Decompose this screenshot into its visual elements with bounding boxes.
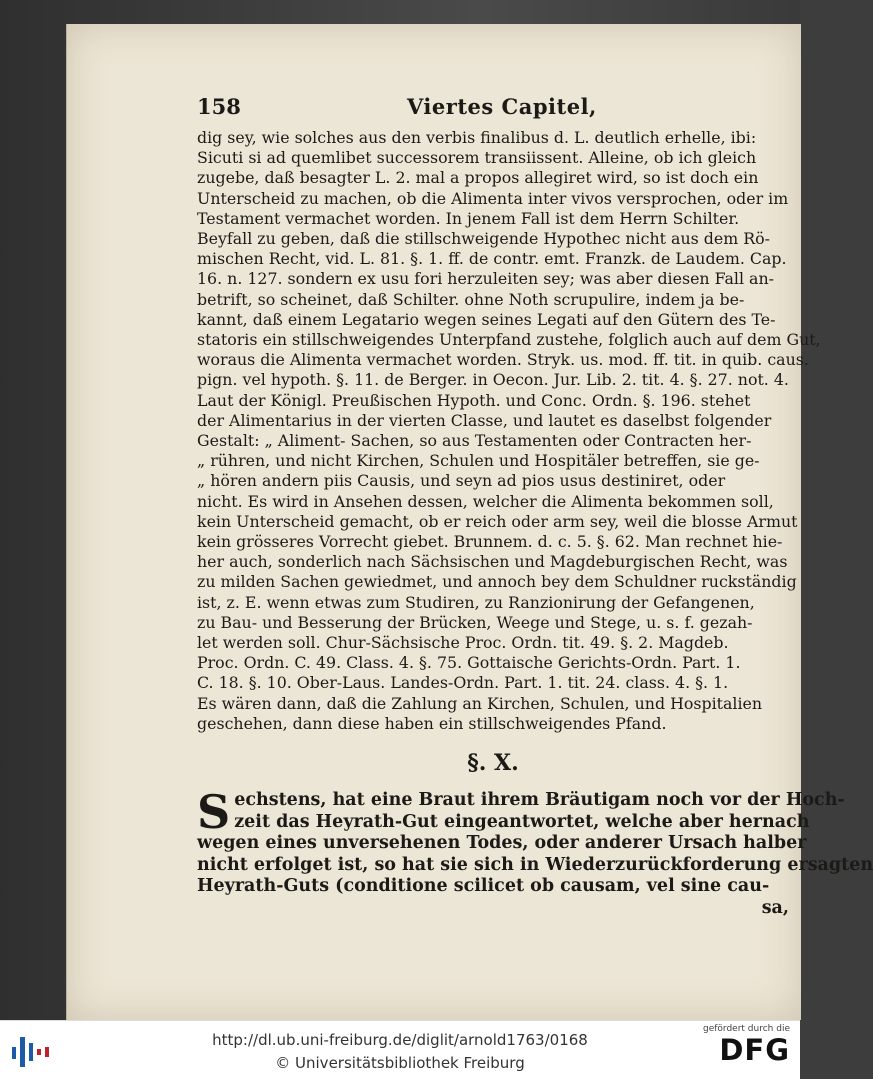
text-line: Beyfall zu geben, daß die stillschweigende Hypothec nicht aus dem Rö-	[197, 229, 770, 249]
text-line: nicht. Es wird in Ansehen dessen, welcher die Alimenta bekommen soll,	[197, 491, 774, 511]
section-heading: §. X.	[467, 750, 519, 777]
text-line: Laut der Königl. Preußischen Hypoth. und Conc. Ordn. §. 196. stehet	[197, 390, 751, 410]
text-line: mischen Recht, vid. L. 81. §. 1. ff. de contr. emt. Franzk. de Laudem. Cap.	[197, 249, 787, 269]
text-line: betrift, so scheinet, daß Schilter. ohne Noth scrupulire, indem ja be-	[197, 289, 745, 309]
section-text-line: Heyrath-Guts (conditione scilicet ob causam, vel sine cau-	[197, 876, 770, 897]
text-line: zugebe, daß besagter L. 2. mal a propos allegiret wird, so ist doch ein	[197, 168, 759, 188]
section-text-line: sa,	[761, 898, 789, 919]
text-line: kein Unterscheid gemacht, ob er reich oder arm sey, weil die blosse Armut	[197, 511, 798, 531]
text-line: her auch, sonderlich nach Sächsischen und Magdeburgischen Recht, was	[197, 552, 788, 572]
text-line: let werden soll. Chur-Sächsische Proc. Ordn. tit. 49. §. 2. Magdeb.	[197, 633, 729, 653]
funding-note: gefördert durch die	[703, 1024, 790, 1034]
text-line: geschehen, dann diese haben ein stillschweigendes Pfand.	[197, 713, 667, 733]
text-line: „ hören andern piis Causis, und seyn ad pios usus destiniret, oder	[197, 471, 726, 491]
text-line: Unterscheid zu machen, ob die Alimenta inter vivos versprochen, oder im	[197, 188, 789, 208]
section-text-line: nicht erfolget ist, so hat sie sich in Wiederzurückforderung ersagten	[197, 854, 873, 875]
text-line: der Alimentarius in der vierten Classe, und lautet es daselbst folgender	[197, 410, 772, 430]
text-line: kannt, daß einem Legatario wegen seines Legati auf den Gütern des Te-	[197, 309, 776, 329]
permalink-url[interactable]: http://dl.ub.uni-freiburg.de/diglit/arnold1763/0168	[212, 1031, 588, 1049]
text-line: Sicuti si ad quemlibet successorem transiissent. Alleine, ob ich gleich	[197, 148, 757, 168]
copyright-text: © Universitätsbibliothek Freiburg	[275, 1054, 525, 1072]
text-line: Gestalt: „ Aliment- Sachen, so aus Testamenten oder Contracten her-	[197, 431, 752, 451]
page-header	[197, 94, 789, 128]
print-area	[197, 94, 873, 920]
dfg-logo: DFG	[719, 1033, 790, 1067]
dfg-block[interactable]	[700, 1024, 790, 1076]
text-line: ist, z. E. wenn etwas zum Studiren, zu Ranzionirung der Gefangenen,	[197, 592, 755, 612]
scanned-page	[66, 24, 873, 1020]
text-line: kein grösseres Vorrecht giebet. Brunnem. d. c. 5. §. 62. Man rechnet hie-	[197, 532, 783, 552]
footer-bar	[0, 1020, 800, 1079]
text-line: 16. n. 127. sondern ex usu fori herzuleiten sey; was aber diesen Fall an-	[197, 269, 774, 289]
section-text-line: echstens, hat eine Braut ihrem Bräutigam noch vor der Hoch-	[234, 790, 845, 811]
section-text	[197, 785, 873, 920]
section-text-line: zeit das Heyrath-Gut eingeantwortet, welche aber hernach	[234, 811, 810, 832]
text-line: Testament vermachet worden. In jenem Fall ist dem Herrn Schilter.	[197, 208, 740, 228]
running-head: Viertes Capitel,	[407, 94, 597, 119]
text-line: zu Bau- und Besserung der Brücken, Weege und Stege, u. s. f. gezah-	[197, 612, 753, 632]
drop-initial: S	[197, 785, 231, 840]
text-line: „ rühren, und nicht Kirchen, Schulen und Hospitäler betreffen, sie ge-	[197, 451, 760, 471]
text-line: woraus die Alimenta vermachet worden. Stryk. us. mod. ff. tit. in quib. caus.	[197, 350, 809, 370]
text-line: dig sey, wie solches aus den verbis finalibus d. L. deutlich erhelle, ibi:	[197, 128, 757, 147]
text-line: C. 18. §. 10. Ober-Laus. Landes-Ordn. Part. 1. tit. 24. class. 4. §. 1.	[197, 673, 729, 693]
body-text	[197, 128, 821, 734]
text-line: Es wären dann, daß die Zahlung an Kirchen, Schulen, und Hospitalien	[197, 693, 763, 713]
text-line: Proc. Ordn. C. 49. Class. 4. §. 75. Gottaische Gerichts-Ordn. Part. 1.	[197, 653, 741, 673]
section-text-line: wegen eines unversehenen Todes, oder anderer Ursach halber	[197, 833, 807, 854]
text-line: zu milden Sachen gewiedmet, und annoch bey dem Schuldner ruckständig	[197, 572, 797, 592]
text-line: pign. vel hypoth. §. 11. de Berger. in Oecon. Jur. Lib. 2. tit. 4. §. 27. not. 4.	[197, 370, 789, 390]
text-line: statoris ein stillschweigendes Unterpfand zustehe, folglich auch auf dem Gut,	[197, 330, 821, 350]
page-number: 158	[197, 94, 241, 119]
